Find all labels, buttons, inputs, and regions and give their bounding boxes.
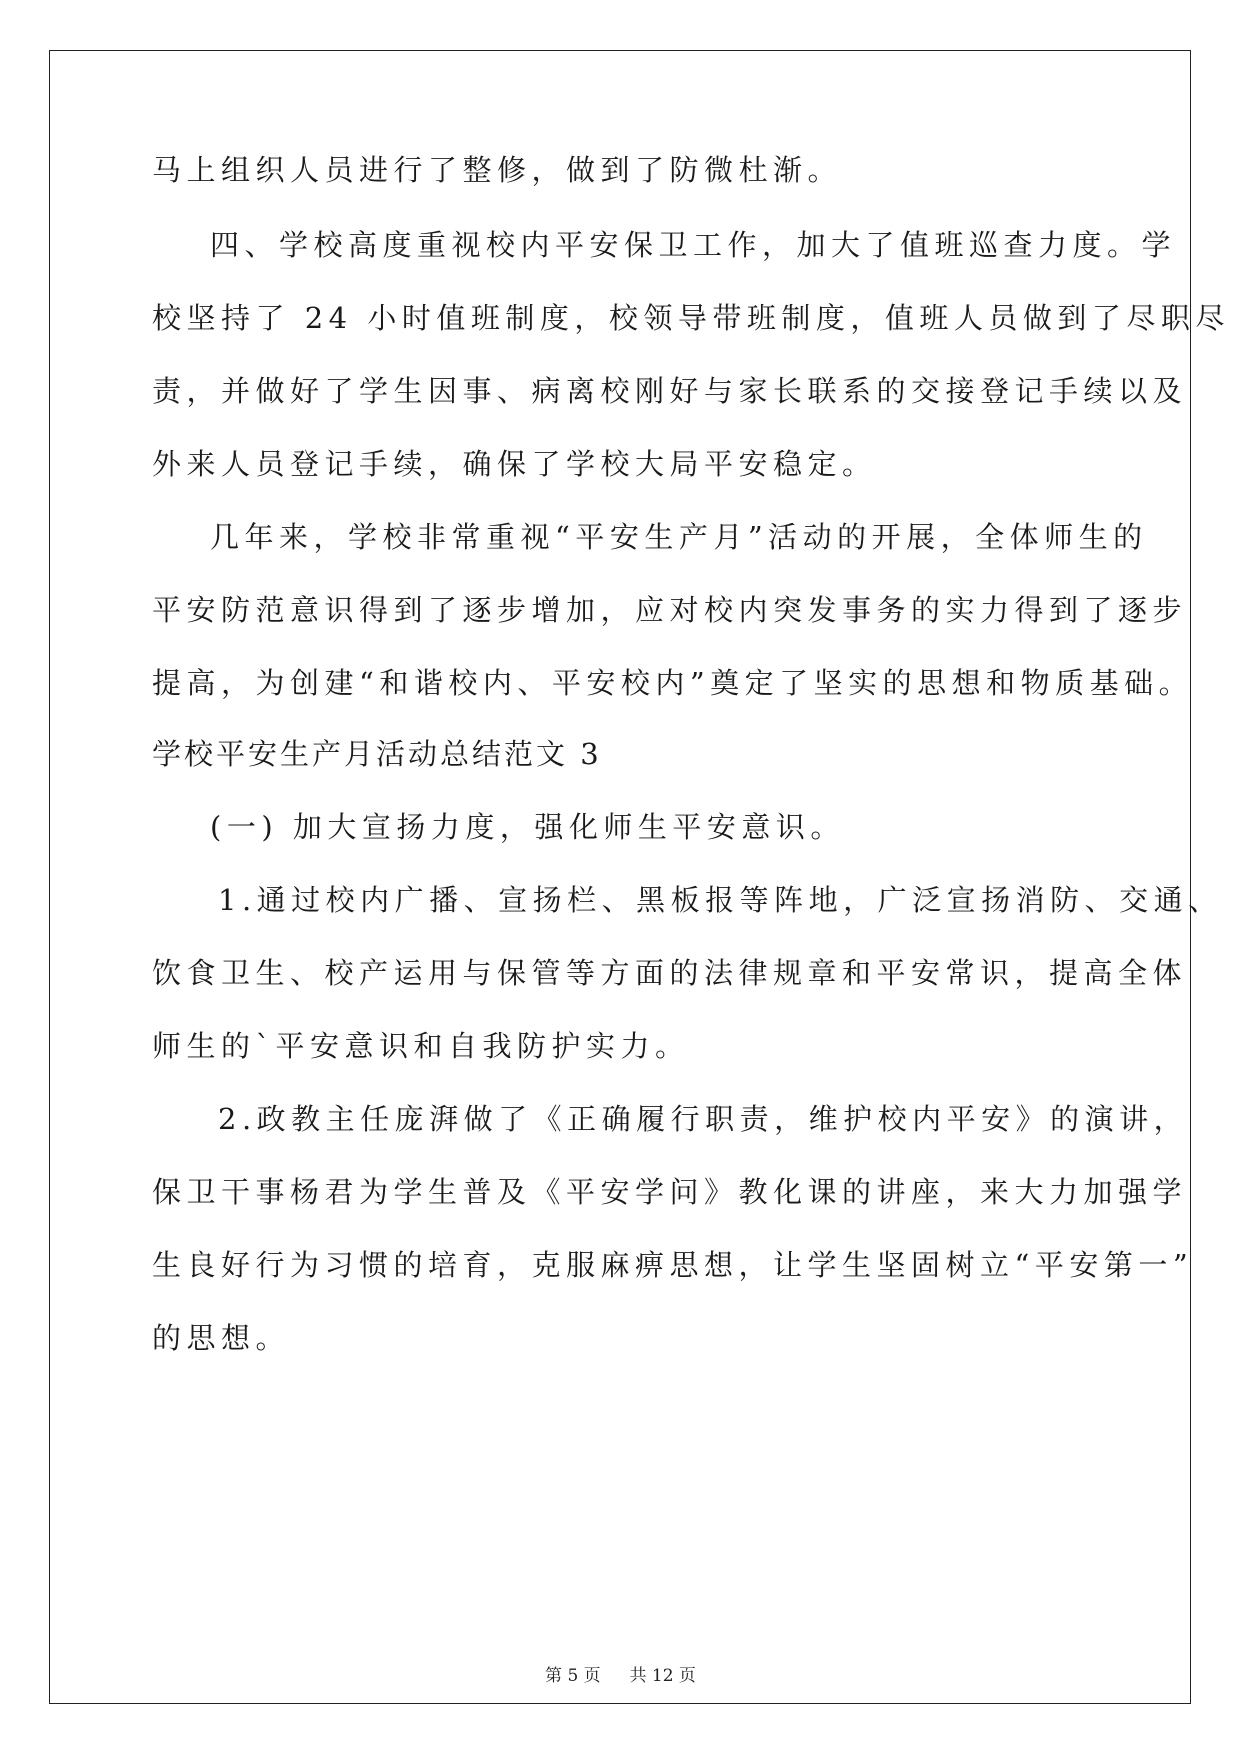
text-line: 1.通过校内广播、宣扬栏、黑板报等阵地，广泛宣扬消防、交通、 [218,883,1223,917]
text-line: 师生的`平安意识和自我防护实力。 [152,1029,690,1063]
page-total: 共 12 页 [629,1666,696,1686]
text-line: 外来人员登记手续，确保了学校大局平安稳定。 [152,447,877,481]
text-line: 提高，为创建“和谐校内、平安校内”奠定了坚实的思想和物质基础。 [152,666,1194,700]
text-line: 生良好行为习惯的培育，克服麻痹思想，让学生坚固树立“平安第一” [152,1248,1194,1282]
text-line: 2.政教主任庞湃做了《正确履行职责，维护校内平安》的演讲， [218,1102,1189,1136]
page-number: 第 5 页 [545,1666,601,1686]
section-heading: 学校平安生产月活动总结范文 3 [152,737,602,771]
text-line: 平安防范意识得到了逐步增加，应对校内突发事务的实力得到了逐步 [152,593,1188,627]
text-line: 四、学校高度重视校内平安保卫工作，加大了值班巡查力度。学 [210,228,1177,262]
text-line: 几年来，学校非常重视“平安生产月”活动的开展，全体师生的 [210,520,1148,554]
page-footer [0,1665,1241,1687]
text-line: 保卫干事杨君为学生普及《平安学问》教化课的讲座，来大力加强学 [152,1175,1188,1209]
text-line: (一) 加大宣扬力度，强化师生平安意识。 [210,810,845,844]
text-line: 饮食卫生、校产运用与保管等方面的法律规章和平安常识，提高全体 [152,956,1188,990]
text-line: 的思想。 [152,1321,291,1355]
text-line: 校坚持了 24 小时值班制度，校领导带班制度，值班人员做到了尽职尽 [152,301,1230,335]
text-line: 马上组织人员进行了整修，做到了防微杜渐。 [152,153,843,187]
text-line: 责，并做好了学生因事、病离校刚好与家长联系的交接登记手续以及 [152,374,1188,408]
